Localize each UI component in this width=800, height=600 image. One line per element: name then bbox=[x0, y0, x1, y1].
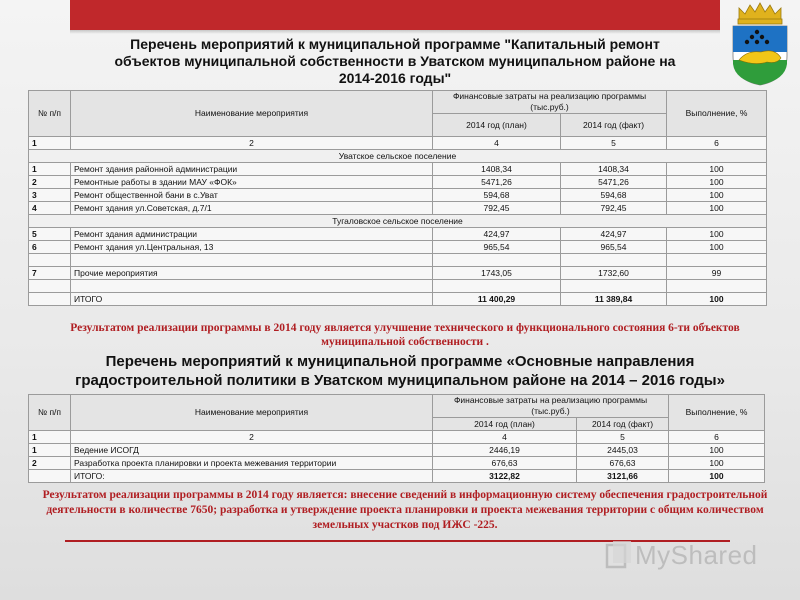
coat-of-arms-icon bbox=[727, 2, 793, 86]
header-done: Выполнение, % bbox=[667, 91, 767, 137]
watermark-text: MyShared bbox=[635, 540, 758, 570]
total-fact: 3121,66 bbox=[577, 470, 669, 483]
row-name: Разработка проекта планировки и проекта межевания территории bbox=[71, 457, 433, 470]
total-label: ИТОГО bbox=[71, 293, 433, 306]
row-name: Прочие мероприятия bbox=[71, 267, 433, 280]
header-fact: 2014 год (факт) bbox=[577, 418, 669, 431]
row-plan: 5471,26 bbox=[433, 176, 561, 189]
crown bbox=[738, 3, 782, 24]
shield-blue-field bbox=[733, 26, 787, 52]
watermark bbox=[605, 537, 785, 577]
section-row bbox=[29, 215, 767, 228]
row-num: 3 bbox=[29, 189, 71, 202]
colnum: 6 bbox=[669, 431, 765, 444]
table-row bbox=[29, 176, 767, 189]
row-done: 100 bbox=[667, 202, 767, 215]
table-urban-planning bbox=[28, 394, 765, 483]
row-num: 5 bbox=[29, 228, 71, 241]
header-costs: Финансовые затраты на реализацию программы (тыс.руб.) bbox=[433, 395, 669, 418]
row-name: Ремонт здания ул.Центральная, 13 bbox=[71, 241, 433, 254]
header-num: № п/п bbox=[29, 91, 71, 137]
empty-row bbox=[29, 254, 767, 267]
table-row bbox=[29, 444, 765, 457]
row-fact: 594,68 bbox=[561, 189, 667, 202]
row-num: 1 bbox=[29, 163, 71, 176]
colnum: 4 bbox=[433, 137, 561, 150]
row-fact: 2445,03 bbox=[577, 444, 669, 457]
table-row bbox=[29, 163, 767, 176]
row-plan: 965,54 bbox=[433, 241, 561, 254]
header-num: № п/п bbox=[29, 395, 71, 431]
row-num: 4 bbox=[29, 202, 71, 215]
myshared-logo-icon bbox=[605, 539, 633, 571]
row-done: 100 bbox=[667, 228, 767, 241]
row-name: Ведение ИСОГД bbox=[71, 444, 433, 457]
colnum: 1 bbox=[29, 431, 71, 444]
colnum: 4 bbox=[433, 431, 577, 444]
row-fact: 5471,26 bbox=[561, 176, 667, 189]
header-done: Выполнение, % bbox=[669, 395, 765, 431]
row-plan: 594,68 bbox=[433, 189, 561, 202]
section-title: Тугаловское сельское поселение bbox=[29, 215, 767, 228]
result-text-1: Результатом реализации программы в 2014 году является улучшение технического и функционального состояния 6-ти объектов муниципальной собственности . bbox=[70, 322, 740, 348]
row-fact: 424,97 bbox=[561, 228, 667, 241]
row-name: Ремонт общественной бани в с.Уват bbox=[71, 189, 433, 202]
header-fact: 2014 год (факт) bbox=[561, 114, 667, 137]
title-capital-repair-program: Перечень мероприятий к муниципальной программе "Капитальный ремонт объектов муниципальной собственности в Уватском муниципальном районе на 2014-2016 годы" bbox=[114, 36, 676, 86]
row-plan: 424,97 bbox=[433, 228, 561, 241]
row-num: 6 bbox=[29, 241, 71, 254]
row-done: 100 bbox=[667, 241, 767, 254]
row-done: 100 bbox=[669, 444, 765, 457]
table-header-row bbox=[29, 395, 765, 418]
row-done: 100 bbox=[669, 457, 765, 470]
total-done: 100 bbox=[667, 293, 767, 306]
table-row bbox=[29, 202, 767, 215]
header-plan: 2014 год (план) bbox=[433, 418, 577, 431]
table-row bbox=[29, 457, 765, 470]
row-fact: 676,63 bbox=[577, 457, 669, 470]
header-bar-shadow bbox=[70, 30, 720, 34]
row-num: 7 bbox=[29, 267, 71, 280]
total-plan: 11 400,29 bbox=[433, 293, 561, 306]
table-row bbox=[29, 241, 767, 254]
header-name: Наименование мероприятия bbox=[71, 395, 433, 431]
empty-row bbox=[29, 280, 767, 293]
table-row bbox=[29, 267, 767, 280]
row-fact: 965,54 bbox=[561, 241, 667, 254]
row-plan: 1408,34 bbox=[433, 163, 561, 176]
table-row bbox=[29, 189, 767, 202]
colnum: 5 bbox=[577, 431, 669, 444]
row-done: 99 bbox=[667, 267, 767, 280]
row-done: 100 bbox=[667, 163, 767, 176]
table-header-row bbox=[29, 91, 767, 114]
table-capital-repair bbox=[28, 90, 767, 306]
total-label: ИТОГО: bbox=[71, 470, 433, 483]
row-done: 100 bbox=[667, 189, 767, 202]
section-title: Уватское сельское поселение bbox=[29, 150, 767, 163]
row-done: 100 bbox=[667, 176, 767, 189]
row-fact: 792,45 bbox=[561, 202, 667, 215]
column-number-row bbox=[29, 431, 765, 444]
row-plan: 2446,19 bbox=[433, 444, 577, 457]
total-done: 100 bbox=[669, 470, 765, 483]
row-name: Ремонтные работы в здании МАУ «ФОК» bbox=[71, 176, 433, 189]
header-plan: 2014 год (план) bbox=[433, 114, 561, 137]
row-fact: 1408,34 bbox=[561, 163, 667, 176]
header-name: Наименование мероприятия bbox=[71, 91, 433, 137]
total-row bbox=[29, 470, 765, 483]
total-plan: 3122,82 bbox=[433, 470, 577, 483]
row-plan: 676,63 bbox=[433, 457, 577, 470]
row-name: Ремонт здания администрации bbox=[71, 228, 433, 241]
title-urban-planning-program: Перечень мероприятий к муниципальной программе «Основные направления градостроительной политики в Уватском муниципальном районе на 2014 – 2016 годы» bbox=[75, 353, 725, 389]
row-plan: 792,45 bbox=[433, 202, 561, 215]
total-fact: 11 389,84 bbox=[561, 293, 667, 306]
result-text-2: Результатом реализации программы в 2014 году является: внесение сведений в информационную систему обеспечения градостроительной деятельности в количестве 7650; разработка и утверждение проекта планировки и проекта межевания территории с общим количеством земельных участков под ИЖС -225. bbox=[42, 489, 768, 531]
row-name: Ремонт здания ул.Советская, д.7/1 bbox=[71, 202, 433, 215]
colnum: 1 bbox=[29, 137, 71, 150]
header-bar bbox=[70, 0, 720, 30]
row-num: 1 bbox=[29, 444, 71, 457]
colnum: 5 bbox=[561, 137, 667, 150]
total-row bbox=[29, 293, 767, 306]
colnum: 2 bbox=[71, 137, 433, 150]
section-row bbox=[29, 150, 767, 163]
row-fact: 1732,60 bbox=[561, 267, 667, 280]
row-num: 2 bbox=[29, 176, 71, 189]
row-plan: 1743,05 bbox=[433, 267, 561, 280]
row-name: Ремонт здания районной администрации bbox=[71, 163, 433, 176]
colnum: 6 bbox=[667, 137, 767, 150]
colnum: 2 bbox=[71, 431, 433, 444]
table-row bbox=[29, 228, 767, 241]
row-num: 2 bbox=[29, 457, 71, 470]
column-number-row bbox=[29, 137, 767, 150]
header-costs: Финансовые затраты на реализацию программы (тыс.руб.) bbox=[433, 91, 667, 114]
